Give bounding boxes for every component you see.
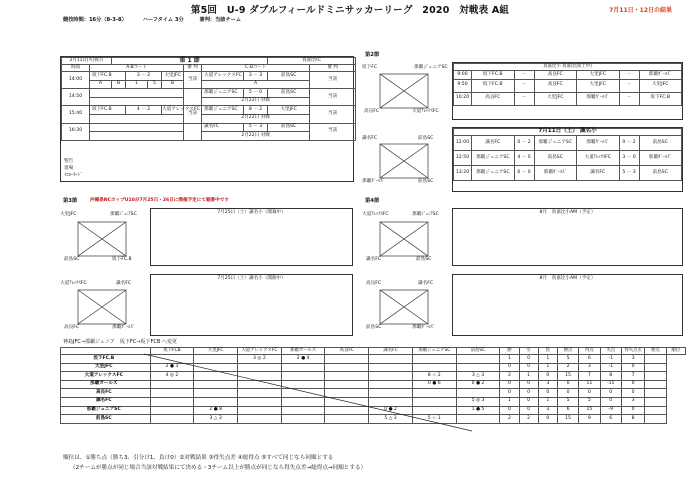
stat-cell: 1 [538, 363, 557, 372]
team-name: 大里JFC [61, 363, 151, 372]
stat-cell: 1 [538, 397, 557, 406]
standings-col-header: 勝点 [645, 348, 666, 355]
stat-cell: 2 [500, 415, 519, 424]
stat-cell: 0 [519, 397, 538, 406]
footer-rule-2: （2チームが勝点が同じ場合当該対戦結果にて決める・3チーム以上が勝点が同じなら得失点差→総得点→同順とする） [70, 465, 367, 471]
team-label: 前島SC [416, 257, 432, 262]
half: 5 [148, 80, 162, 89]
team: 那覇ジュニアSC [202, 106, 244, 115]
stat-cell: 15 [557, 372, 578, 381]
score: 8 － 2 [244, 106, 268, 115]
team: 大道アレックスFC [162, 106, 184, 115]
team-label: 那覇ｶﾞｰﾙｽﾞ [362, 179, 385, 184]
sec4-matchup-diagram [362, 208, 448, 334]
stat-cell: 0 [519, 363, 538, 372]
results-note: 7月11日・12日の結果 [609, 7, 672, 14]
stat-cell: 3 [621, 397, 644, 406]
team: 那覇ｶﾞｰﾙｽﾞ [577, 92, 620, 105]
standings-col-header: 識名FC [369, 348, 413, 355]
stat-cell: 0 [621, 406, 644, 415]
sec3-venue2: 7月25日（土）識名小（開催中） [217, 276, 286, 281]
result-cell: 0 ● 2 [456, 380, 500, 389]
sec2-label: 第2節 [365, 52, 380, 58]
team-label: 大道ｱﾚｯｸｽFC [412, 109, 439, 114]
score: 4 － 2 [126, 106, 162, 115]
sec1-date: 2月11日(火)祝日 [62, 58, 112, 65]
row-time: 12:00 [454, 136, 472, 151]
standings-col-header: 勝点 [557, 348, 578, 355]
team: 那覇ｶﾞｰﾙｽﾞ [577, 136, 620, 151]
stat-cell: 8 [621, 415, 644, 424]
team: 大里JFC [534, 92, 577, 105]
col-ab: A-Bコート [90, 65, 184, 72]
sec4-venue2: 8月 真嘉比小AM（予定） [539, 276, 596, 281]
score: 5 － 3 [244, 123, 268, 132]
score: － [619, 71, 639, 80]
stat-cell [645, 355, 666, 364]
stat-cell: 6 [579, 355, 600, 364]
result-cell: 0 ● 6 [412, 380, 456, 389]
match-note: 2月22日 対戦 [202, 132, 310, 141]
stat-cell: 3 [538, 380, 557, 389]
score: － [619, 79, 639, 92]
standings-col-header: 負 [538, 348, 557, 355]
stat-cell: 0 [500, 406, 519, 415]
team: 那覇ジュニアSC [472, 151, 515, 166]
stat-cell: -9 [600, 406, 621, 415]
row-time: 15:40 [62, 106, 90, 123]
team: 識名FC [577, 166, 620, 181]
stat-cell: 0 [519, 355, 538, 364]
team: 那覇ｶﾞｰﾙｽﾞ [639, 71, 682, 80]
team: 前島SC [639, 136, 682, 151]
score: 3 － 0 [619, 151, 639, 166]
row-time: 12:50 [454, 151, 472, 166]
stat-cell [645, 406, 666, 415]
stat-cell: 15 [579, 406, 600, 415]
sec3-notice: 沖縄県NCカップU10が7月25日・26日に開催予定にて順番中です [90, 198, 229, 203]
team: 前島SC [268, 72, 310, 81]
row-time: 9:00 [454, 71, 472, 80]
team: 那覇ジュニアSC [534, 136, 577, 151]
result-cell: 2 ● 4 [281, 355, 325, 364]
stat-cell: 0 [557, 380, 578, 389]
section-1 [60, 56, 354, 182]
team-label: 高良FC [364, 109, 380, 114]
stat-cell [645, 389, 666, 398]
team-label: 識名FC [116, 281, 132, 286]
team: 識名FC [202, 123, 244, 132]
team-label: 前島SC [418, 136, 434, 141]
standings-col-header: 順位 [666, 348, 685, 355]
stat-cell: 6 [600, 415, 621, 424]
team: 大里JFC [639, 79, 682, 92]
half: B [112, 80, 126, 89]
stat-cell [645, 415, 666, 424]
stat-cell: 7 [579, 372, 600, 381]
standings-col-header: 勝 [500, 348, 519, 355]
sec2-schedule-2 [452, 127, 683, 192]
result-cell: 5 △ 3 [369, 415, 413, 424]
stat-cell: 2 [557, 363, 578, 372]
match-note: 2月22日 対戦 [202, 97, 310, 106]
stat-cell: 1 [500, 355, 519, 364]
team-label: 那覇ｼﾞｭﾆｱSC [412, 212, 439, 217]
team-label: 前島SC [366, 325, 382, 330]
team-label: 大里JFC [60, 212, 77, 217]
half: A [202, 80, 310, 89]
stat-cell: 3 [621, 355, 644, 364]
team: 大道ｱﾚｯｸｽFC [577, 151, 620, 166]
sec3-matchup-diagram [60, 208, 146, 334]
stat-cell: -1 [600, 363, 621, 372]
team-name: 大道アレックスFC [61, 372, 151, 381]
stat-cell: 11 [579, 380, 600, 389]
stat-cell: 0 [600, 397, 621, 406]
score: 3 － 2 [126, 72, 162, 81]
halftime: ハーフタイム 3分 [142, 17, 184, 23]
stat-cell: 6 [557, 406, 578, 415]
team: 高良FC [534, 79, 577, 92]
referee: 審判：当該チーム [199, 17, 242, 23]
sec4-schedule-1 [452, 208, 683, 266]
stat-cell: 2 [519, 415, 538, 424]
stat-cell: 0 [538, 389, 557, 398]
team-name: 那覇ジュニアSC [61, 406, 151, 415]
stat-cell: 0 [500, 389, 519, 398]
score: 5 － 3 [619, 166, 639, 181]
col-ref2: 審 判 [310, 65, 356, 72]
sec2-venue2: 7月11日（土） 識名小 [454, 129, 682, 136]
result-cell: 3 ◎ 2 [238, 355, 282, 364]
result-cell: 1 ● 5 [456, 406, 500, 415]
sec2-matchup-diagram [362, 62, 448, 182]
row-time: 9:50 [454, 79, 472, 92]
standings-table [60, 347, 686, 431]
ref: 当該 [310, 89, 356, 106]
col-ref: 審 判 [184, 65, 202, 72]
team-label: 那覇ｼﾞｭﾆｱSC [110, 212, 137, 217]
match-note: 2月22日 対戦 [202, 114, 310, 123]
team: 大道アレックスFC [202, 72, 244, 81]
team-label: 那覇ジュニアSC [414, 65, 448, 70]
col-time: 時間 [62, 65, 90, 72]
team: 前島SC [268, 89, 310, 98]
ref: 当該 [184, 106, 202, 123]
sendoff-label: 退場 [64, 166, 74, 171]
stat-cell [645, 372, 666, 381]
team-label: 高良FC [64, 325, 80, 330]
standings-col-header: 得失点差 [621, 348, 644, 355]
score: － [514, 79, 534, 92]
standings-col-header: 大里JFC [194, 348, 238, 355]
standings-col-header: 大道アレックスFC [238, 348, 282, 355]
half: B [162, 80, 184, 89]
ref: 当該 [310, 106, 356, 123]
team: 大里JFC [162, 72, 184, 81]
score: 6 － 0 [514, 166, 534, 181]
sec4-schedule-2 [452, 274, 683, 336]
team: 高良FC [534, 71, 577, 80]
team: 坂下FC.B [90, 72, 126, 81]
team-label: 高良FC [366, 281, 382, 286]
stat-cell: 0 [579, 389, 600, 398]
diagonal-line [144, 354, 472, 431]
stat-cell: 9 [579, 415, 600, 424]
team: 那覇ジュニアSC [202, 89, 244, 98]
stat-cell: 1 [519, 372, 538, 381]
rules-line [63, 18, 255, 23]
result-cell: 3 △ 3 [194, 415, 238, 424]
sec4-venue1: 8月 真嘉比小AM（予定） [539, 210, 596, 215]
sec1-extra [64, 158, 82, 179]
score: 3 － 3 [244, 72, 268, 81]
team-name: 識名FC [61, 397, 151, 406]
sec4-label: 第4節 [365, 198, 380, 204]
team: 大里JFC [577, 79, 620, 92]
team-label: 識名FC [366, 257, 382, 262]
team: 前島SC [534, 151, 577, 166]
yellow-card-label: ｲｴﾛｰｶｰﾄﾞ [64, 173, 83, 178]
row-time: 14:50 [62, 89, 90, 106]
score: 0 － 2 [619, 136, 639, 151]
stat-cell [645, 363, 666, 372]
score: 0 － 2 [514, 136, 534, 151]
stat-cell: 0 [500, 380, 519, 389]
sec3-schedule-2 [150, 274, 353, 336]
stat-cell: 1 [538, 355, 557, 364]
team-label: 坂下FC [362, 65, 378, 70]
row-time: 14:00 [62, 72, 90, 89]
sec1-venue: 真嘉比FC [268, 58, 356, 65]
team-name: 坂下FC.B [61, 355, 151, 364]
standings-col-header: 失点 [600, 348, 621, 355]
stat-cell: 0 [519, 389, 538, 398]
section-1-table [61, 57, 356, 141]
team: 那覇ジュニアSC [472, 166, 515, 181]
team: 那覇ｶﾞｰﾙｽﾞ [534, 166, 577, 181]
standings-col-header: 得点 [579, 348, 600, 355]
result-cell: 2 ● 8 [194, 406, 238, 415]
standings-col-header: 坂下FCB [150, 348, 194, 355]
team: 坂下FC.B [90, 106, 126, 115]
standings-col-header: 前島SC [456, 348, 500, 355]
page-title: 第5回 U-9 ダブルフィールドミニサッカーリーグ 2020 対戦表 A組 [190, 5, 510, 16]
result-cell: 5 ◎ 3 [456, 397, 500, 406]
stat-cell: -11 [600, 380, 621, 389]
ref: 当該 [184, 72, 202, 89]
stat-cell: 0 [519, 406, 538, 415]
stat-cell: 0 [538, 415, 557, 424]
result-cell: 3 △ 3 [456, 372, 500, 381]
stat-cell: 0 [500, 363, 519, 372]
standings-col-header: 引 [519, 348, 538, 355]
stat-cell: 5 [579, 397, 600, 406]
score: － [514, 71, 534, 80]
score: 4 － 0 [514, 151, 534, 166]
warning-label: 警告 [64, 159, 74, 164]
half: 1 [126, 80, 148, 89]
sec3-schedule-1 [150, 208, 353, 266]
standings-col-header: 高良FC [325, 348, 369, 355]
team: 坂下FC.B [472, 71, 515, 80]
team: 坂下FC.B [472, 79, 515, 92]
stat-cell: 0 [519, 380, 538, 389]
sec2-schedule-1 [452, 62, 683, 120]
sec3-diagram [60, 208, 146, 334]
team: 那覇ｶﾞｰﾙｽﾞ [639, 151, 682, 166]
team: 大里JFC [268, 106, 310, 115]
result-cell: 2 ● 3 [150, 363, 194, 372]
team-label: 識名FC [362, 136, 378, 141]
team-name: 那覇ガールズ [61, 380, 151, 389]
stat-cell: 5 [557, 355, 578, 364]
team-label: 那覇ｶﾞｰﾙｽﾞ [112, 325, 135, 330]
team: 識名FC [472, 136, 515, 151]
score: － [619, 92, 639, 105]
team-name: 前島SC [61, 415, 151, 424]
result-cell: 0 ● 2 [369, 406, 413, 415]
stat-cell: 0 [557, 389, 578, 398]
ref: 当該 [310, 123, 356, 140]
team-label: 坂下FC.B [112, 257, 132, 262]
team: 大里JFC [577, 71, 620, 80]
team-label: 識名FC [418, 281, 434, 286]
stat-cell: 0 [600, 389, 621, 398]
sec4-diagram [362, 208, 448, 334]
stat-cell: 15 [557, 415, 578, 424]
result-cell: 5 ☆ 1 [412, 415, 456, 424]
stat-cell: 7 [621, 372, 644, 381]
row-time: 10:20 [454, 92, 472, 105]
team-label: 前島SC [64, 257, 80, 262]
stat-cell: 0 [621, 380, 644, 389]
score: 5 － 0 [244, 89, 268, 98]
team: 坂下FC.B [639, 92, 682, 105]
stat-cell: 0 [621, 389, 644, 398]
sec3-venue1: 7月25日（土）識名小（開幕中） [217, 210, 286, 215]
team: 前島SC [639, 166, 682, 181]
result-cell: 4 ◎ 2 [150, 372, 194, 381]
team-name: 高良FC [61, 389, 151, 398]
match-time: 競技時間：16分（8-3-8） [63, 17, 127, 23]
stat-cell: 5 [557, 397, 578, 406]
standings-col-header: 那覇ジュニアSC [412, 348, 456, 355]
stat-cell [645, 380, 666, 389]
sec2-venue1: 真嘉比小 真嘉比(陸上中) [454, 64, 682, 71]
sec3-label: 第3節 [63, 198, 78, 204]
ref: 当該 [310, 72, 356, 89]
col-cd: C-Dコート [202, 65, 310, 72]
team-label: 大道ｱﾚｯｸｽFC [362, 212, 389, 217]
row-time: 16:30 [62, 123, 90, 140]
stat-cell [645, 397, 666, 406]
stat-cell: 3 [538, 406, 557, 415]
stat-cell: 0 [621, 363, 644, 372]
stat-cell: 2 [500, 372, 519, 381]
score: － [514, 92, 534, 105]
team-label: 那覇ｶﾞｰﾙｽﾞ [412, 325, 435, 330]
team-label: 前島SC [418, 179, 434, 184]
sec2-diagram [362, 62, 448, 182]
result-cell: 8 ☆ 2 [412, 372, 456, 381]
team: 前島SC [268, 123, 310, 132]
row-time: 13:20 [454, 166, 472, 181]
half: A [90, 80, 112, 89]
stat-cell: 3 [579, 363, 600, 372]
team: 高良FC [472, 92, 515, 105]
standings-caption: 神島JFC→那覇ジュニア 坂下FC→坂下FCB へ変更 [63, 339, 177, 345]
footer-rule-1: 順位は、①勝ち点（勝ち3、引分け1、負け0）②対戦結果 ③得失点差 ④総得点 ⑤すべて同じなら同順とする [63, 455, 334, 461]
standings-col-header: 那覇ガールズ [281, 348, 325, 355]
stat-cell: 8 [600, 372, 621, 381]
stat-cell: 0 [538, 372, 557, 381]
stat-cell: -1 [600, 355, 621, 364]
sec1-round: 第 1 節 [112, 58, 268, 65]
team-label: 大道ｱﾚｯｸｽFC [60, 281, 87, 286]
stat-cell: 1 [500, 397, 519, 406]
